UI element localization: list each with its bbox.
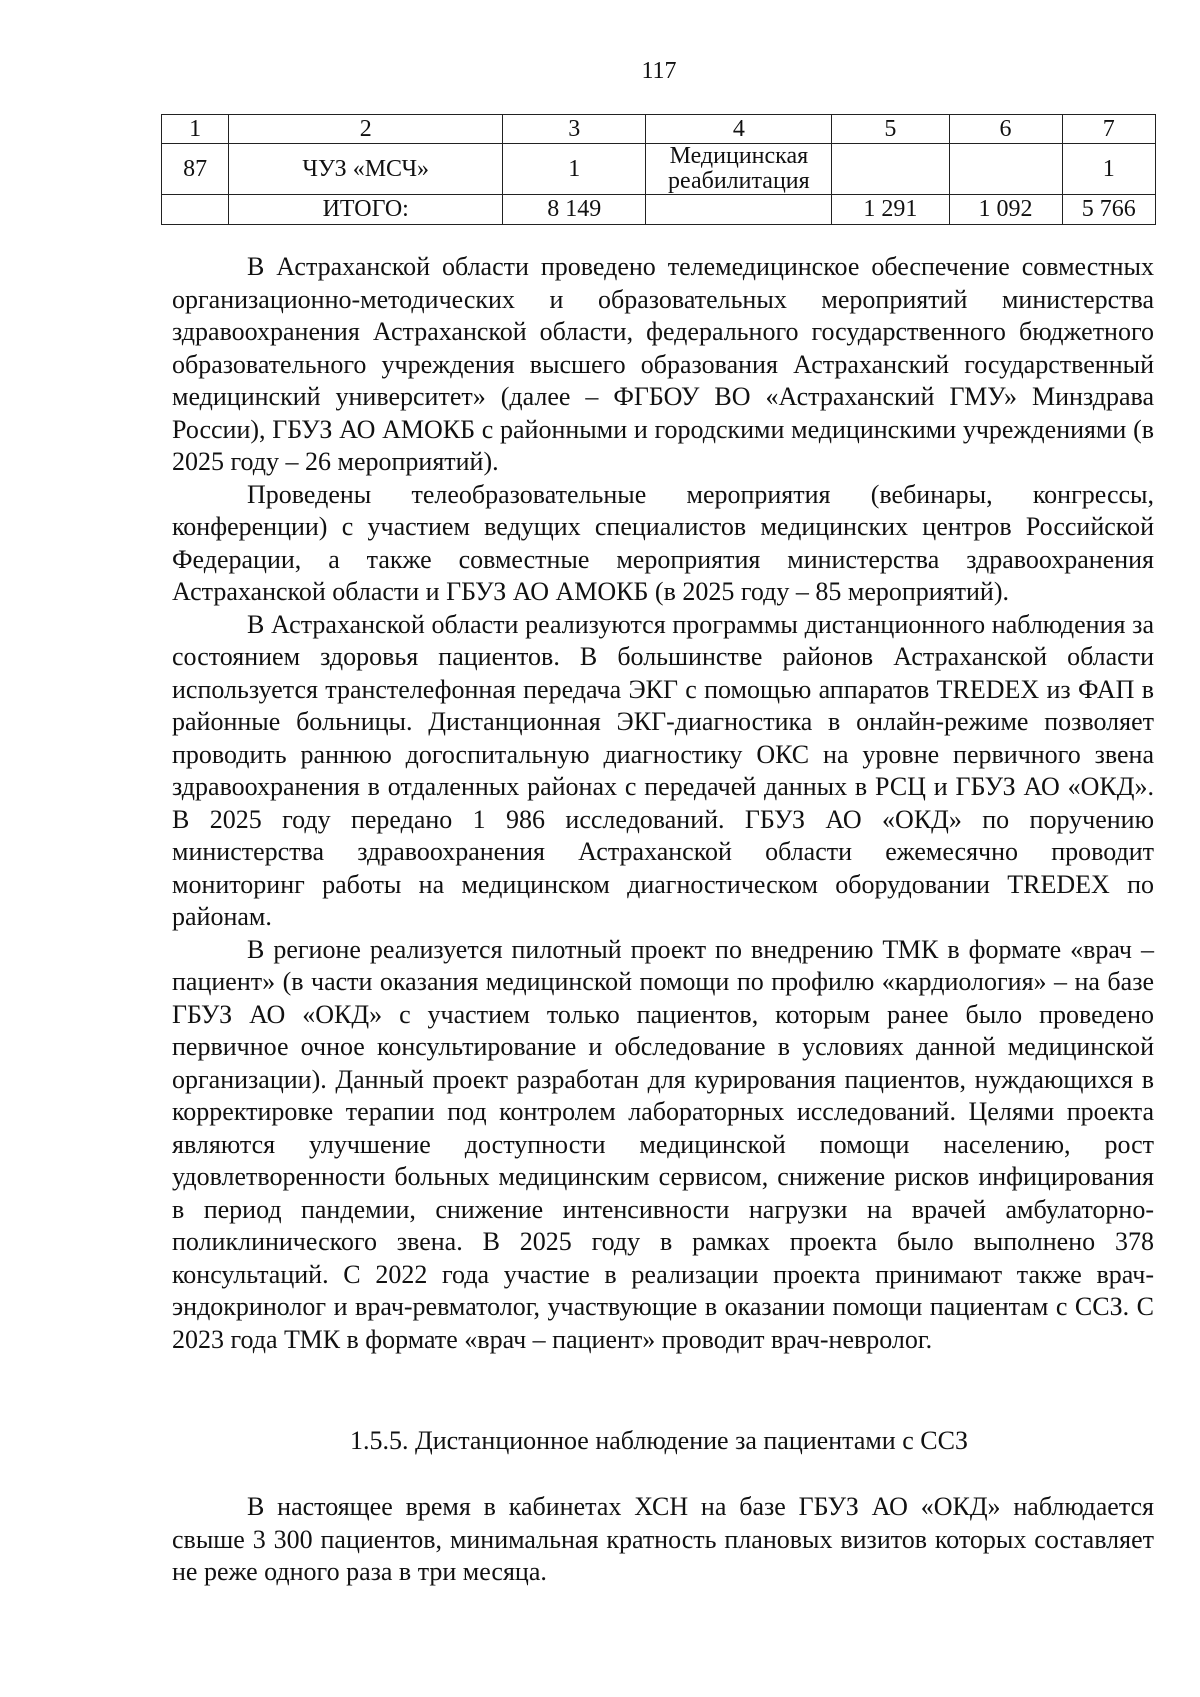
table-cell: ИТОГО:	[229, 195, 503, 225]
summary-table	[161, 114, 1156, 225]
table-row	[162, 144, 1156, 195]
table-header-cell: 5	[832, 115, 949, 144]
paragraph: В настоящее время в кабинетах ХСН на базе ГБУЗ АО «ОКД» наблюдается свыше 3 300 пациентов, минимальная кратность плановых визитов которых составляет не реже одного раза в три месяца.	[172, 1492, 1154, 1586]
table-total-row	[162, 195, 1156, 225]
table-header-cell: 1	[162, 115, 229, 144]
page-number: 117	[641, 58, 677, 84]
table-header-cell: 6	[949, 115, 1062, 144]
table-cell: 1	[503, 144, 646, 195]
table-cell	[646, 195, 832, 225]
body-text	[172, 251, 1154, 1356]
paragraph: В Астраханской области реализуются программы дистанционного наблюдения за состоянием здоровья пациентов. В большинстве районов Астраханской области используется транстелефонная передача ЭКГ с помощью аппаратов TREDEX из ФАП в районные больницы. Дистанционная ЭКГ-диагностика в онлайн-режиме позволяет проводить раннюю догоспитальную диагностику ОКС на уровне первичного звена здравоохранения в отдаленных районах с передачей данных в РСЦ и ГБУЗ АО «ОКД». В 2025 году передано 1 986 исследований. ГБУЗ АО «ОКД» по поручению министерства здравоохранения Астраханской области ежемесячно проводит мониторинг работы на медицинском диагностическом оборудовании TREDEX по районам.	[172, 609, 1154, 931]
table-cell	[832, 144, 949, 195]
section-heading: 1.5.5. Дистанционное наблюдение за пациентами с ССЗ	[350, 1426, 968, 1455]
paragraph: Проведены телеобразовательные мероприятия (вебинары, конгрессы, конференции) с участием ведущих специалистов медицинских центров Российской Федерации, а также совместные мероприятия министерства здравоохранения Астраханской области и ГБУЗ АО АМОКБ (в 2025 году – 85 мероприятий).	[172, 479, 1154, 606]
table-cell	[162, 195, 229, 225]
table-header-cell: 7	[1062, 115, 1155, 144]
table-cell: Медицинская реабилитация	[646, 144, 832, 195]
table-header-row	[162, 115, 1156, 144]
paragraph: В регионе реализуется пилотный проект по внедрению ТМК в формате «врач – пациент» (в части оказания медицинской помощи по профилю «кардиология» – на базе ГБУЗ АО «ОКД» с участием только пациентов, которым ранее было проведено первичное очное консультирование и обследование в условиях данной медицинской организации). Данный проект разработан для курирования пациентов, нуждающихся в корректировке терапии под контролем лабораторных исследований. Целями проекта являются улучшение доступности медицинской помощи населению, рост удовлетворенности больных медицинским сервисом, снижение рисков инфицирования в период пандемии, снижение интенсивности нагрузки на врачей амбулаторно-поликлинического звена. В 2025 году в рамках проекта было выполнено 378 консультаций. С 2022 года участие в реализации проекта принимают также врач-эндокринолог и врач-ревматолог, участвующие в оказании помощи пациентам с ССЗ. С 2023 года ТМК в формате «врач – пациент» проводит врач-невролог.	[172, 934, 1154, 1354]
table-cell: 8 149	[503, 195, 646, 225]
table-cell: 1 092	[949, 195, 1062, 225]
table-header-cell: 2	[229, 115, 503, 144]
table-cell: 1	[1062, 144, 1155, 195]
table-cell	[949, 144, 1062, 195]
table-cell: 87	[162, 144, 229, 195]
table-header-cell: 4	[646, 115, 832, 144]
table-cell: ЧУЗ «МСЧ»	[229, 144, 503, 195]
table-cell: 5 766	[1062, 195, 1155, 225]
table-header-cell: 3	[503, 115, 646, 144]
table-cell: 1 291	[832, 195, 949, 225]
paragraph: В Астраханской области проведено телемедицинское обеспечение совместных организационно-методических и образовательных мероприятий министерства здравоохранения Астраханской области, федерального государственного бюджетного образовательного учреждения высшего образования Астраханский государственный медицинский университет» (далее – ФГБОУ ВО «Астраханский ГМУ» Минздрава России), ГБУЗ АО АМОКБ с районными и городскими медицинскими учреждениями (в 2025 году – 26 мероприятий).	[172, 252, 1154, 476]
